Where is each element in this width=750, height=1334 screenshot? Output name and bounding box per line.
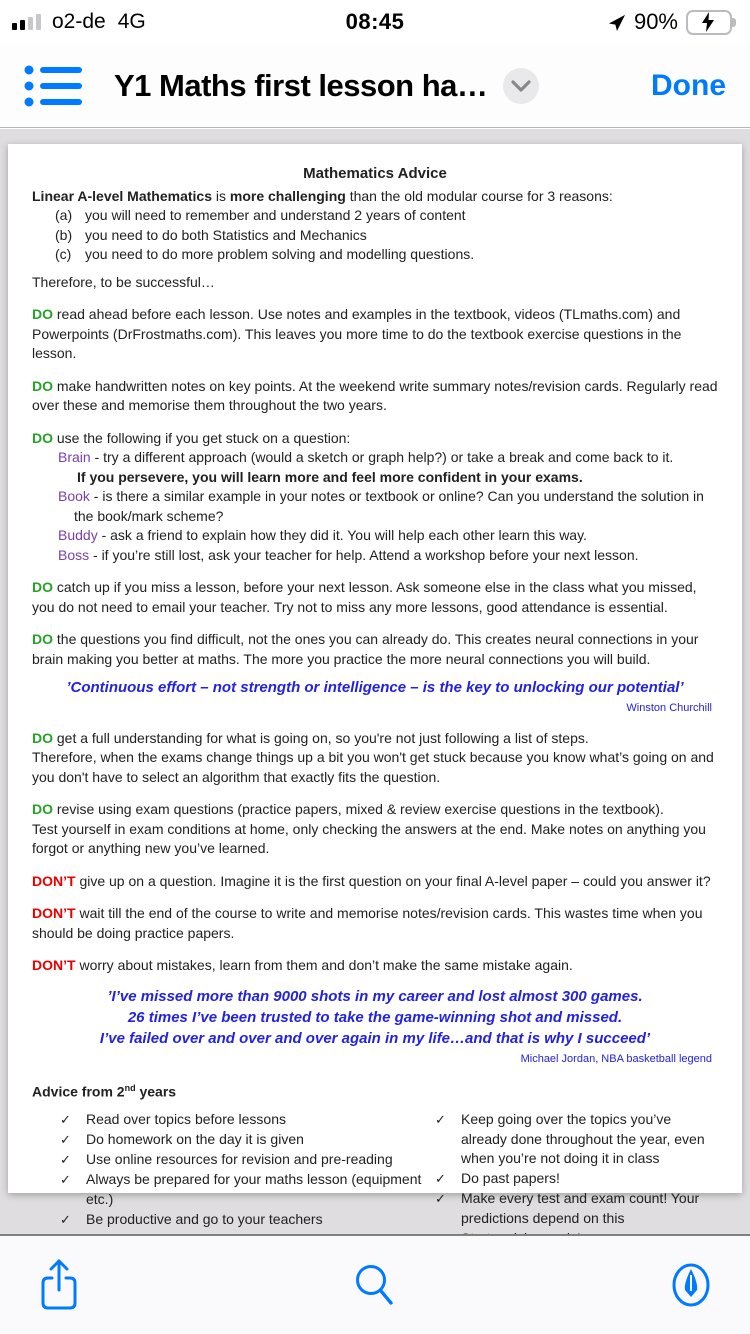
check-item: ✓ Always be prepared for your maths lesson (equipment etc.) [60,1170,435,1209]
nav-bar [0,44,750,128]
done-button[interactable]: Done [651,68,726,102]
do-paragraph-notes: DO make handwritten notes on key points. At the weekend write summary notes/revision cards. Regularly read over these and memorise them throughout the two years. [32,377,718,413]
status-bar [0,0,750,44]
do-paragraph-difficult: DO the questions you find difficult, not the ones you can already do. This creates neural connections in your brain making you better at maths. The more you practice the more neural connections you will build. [32,631,699,667]
do-paragraph-understanding: DO get a full understanding for what is going on, so you're not just following a list of steps. [32,729,589,746]
checkmark-icon: ✓ [60,1112,71,1128]
revise-continued: Test yourself in exam conditions at home, only checking the answers at the end. Make notes on anything you forgot or anything new you’ve learned. [32,820,706,856]
check-item: ✓ Keep going over the topics you’ve already done throughout the year, even when you’re not doing it in class [435,1110,710,1169]
intro-bold-1: Linear A-level Mathematics [32,187,212,204]
do-paragraph-revise: DO revise using exam questions (practice papers, mixed & review exercise questions in the textbook). [32,801,664,817]
check-item: ✓ Be productive and go to your teachers [60,1210,435,1230]
document-title: Y1 Maths first lesson ha… [114,67,488,103]
chevron-down-icon [510,79,532,93]
quote-churchill: ’Continuous effort – not strength or intelligence – is the key to unlocking our potential’ [66,679,684,696]
quote-jordan: ’I’ve missed more than 9000 shots in my career and lost almost 300 games. 26 times I’ve been trusted to take the game-winning shot and missed. I’ve failed over and over and over again in my life…and that is why I succeed’ [99,987,651,1047]
markup-button[interactable] [668,1257,714,1313]
do-label: DO [32,579,53,595]
do-paragraph-read-ahead: DO read ahead before each lesson. Use notes and examples in the textbook, videos (TLmaths.com) and Powerpoints (DrFrostmaths.com). This leaves you more time to do the textbook exercise questions in the lesson. [32,306,682,361]
list-item: (c) you need to do more problem solving and modelling questions. [55,246,475,262]
signal-strength-icon [12,12,44,32]
method-label: Brain [58,449,91,465]
battery-charging-icon [686,10,738,35]
status-right [478,9,738,35]
do-label: DO [32,801,53,817]
carrier-label: o2-de [52,10,106,33]
title-menu-button[interactable] [503,68,539,104]
dont-paragraph-wait: DON’T wait till the end of the course to write and memorise notes/revision cards. This wastes time when you should be doing practice papers. [32,905,703,941]
share-button[interactable] [36,1257,82,1313]
search-icon [353,1262,397,1308]
stuck-item-buddy: Buddy - ask a friend to explain how they did it. You will help each other learn this way. [58,527,587,543]
do-paragraph-catchup: DO catch up if you miss a lesson, before your next lesson. Ask someone else in the class what you missed, you do not need to email your teacher. Try not to miss any more lessons, good attendance is essential. [32,579,697,615]
checklist-right [435,1110,718,1250]
checkmark-icon: ✓ [60,1152,71,1168]
quote-attribution: Michael Jordan, NBA basketball legend [520,1052,712,1065]
search-button[interactable] [352,1257,398,1313]
checkmark-icon: ✓ [60,1211,71,1227]
stuck-item-brain: Brain - try a different approach (would a sketch or graph help?) or take a break and come back to it. [58,449,674,465]
page-title: Mathematics Advice [303,165,447,182]
advice-heading: Advice from 2nd years [32,1083,177,1100]
status-left [12,10,272,34]
dont-paragraph-worry: DON’T worry about mistakes, learn from them and don’t make the same mistake again. [32,957,573,973]
bottom-toolbar [0,1234,750,1334]
do-label: DO [32,729,53,746]
method-label: Buddy [58,527,98,543]
checkmark-icon: ✓ [60,1132,71,1148]
intro-paragraph: Linear A-level Mathematics is more challenging than the old modular course for 3 reasons: [32,187,613,204]
dont-label: DON’T [32,872,76,889]
network-type-label: 4G [117,10,146,33]
share-icon [38,1258,80,1312]
clock: 08:45 [345,9,405,34]
dont-paragraph-giveup: DON’T give up on a question. Imagine it is the first question on your final A-level paper – could you answer it? [32,872,711,889]
do-paragraph-stuck: DO use the following if you get stuck on a question: [32,429,351,446]
do-label: DO [32,429,53,446]
intro-bold-2: more challenging [229,187,346,204]
method-label: Boss [58,546,90,563]
method-label: Book [58,488,90,504]
markup-pen-icon [669,1261,713,1309]
do-label: DO [32,631,53,647]
list-icon [24,62,84,110]
persevere-note: If you persevere, you will learn more and feel more confident in your exams. [77,468,583,485]
stuck-item-book: Book - is there a similar example in your notes or textbook or online? Can you understand the solution in the book/mark scheme? [58,488,704,524]
checkmark-icon: ✓ [435,1171,446,1187]
check-item: ✓ Read over topics before lessons [60,1110,435,1130]
checkmark-icon: ✓ [435,1112,446,1128]
check-item: ✓ Do homework on the day it is given [60,1130,435,1150]
checklist-left [60,1110,435,1250]
stuck-item-boss: Boss - if you’re still lost, ask your teacher for help. Attend a workshop before your next lesson. [58,546,639,563]
understanding-continued: Therefore, when the exams change things up a bit you won't get stuck because you know what’s going on and you don't have to select an algorithm that exactly fits the question. [32,749,714,785]
check-item: ✓ Use online resources for revision and pre-reading [60,1150,435,1170]
quote-attribution: Winston Churchill [626,702,712,714]
location-arrow-icon [607,13,626,32]
charging-bolt-icon [699,11,717,33]
therefore-line: Therefore, to be successful… [32,273,215,290]
checkmark-icon: ✓ [60,1172,71,1188]
document-scroll-area[interactable] [0,129,750,1234]
do-label: DO [32,377,53,394]
battery-percent-label: 90% [633,9,678,34]
check-item: ✓ Do past papers! [435,1169,710,1189]
dont-label: DON’T [32,957,76,973]
document-page [8,144,742,1227]
check-item: ✓ Make every test and exam count! Your predictions depend on this [435,1189,710,1228]
list-item: (a) you will need to remember and understand 2 years of content [55,207,466,223]
table-of-contents-button[interactable] [24,61,86,111]
checkmark-icon: ✓ [435,1191,446,1207]
do-label: DO [32,306,53,322]
dont-label: DON’T [32,905,76,921]
list-item: (b) you need to do both Statistics and Mechanics [55,226,367,243]
advice-checklists [60,1110,718,1250]
